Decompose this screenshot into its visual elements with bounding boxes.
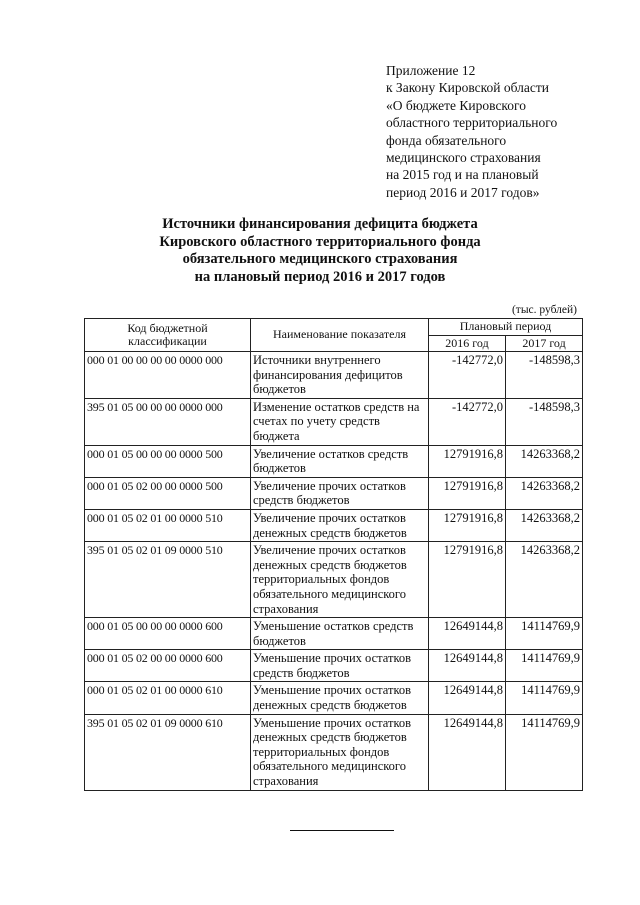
annex-line: Приложение 12: [386, 63, 476, 78]
header-year-2017: 2017 год: [506, 335, 583, 352]
table-row: [85, 542, 583, 618]
cell-code: 000 01 05 02 01 00 0000 610: [85, 682, 251, 714]
header-year-2016: 2016 год: [429, 335, 506, 352]
annex-reference: [386, 62, 626, 201]
cell-name: Изменение остатков средств на счетах по учету средств бюджета: [251, 398, 429, 445]
cell-2017: 14263368,2: [506, 542, 583, 618]
cell-name: Уменьшение прочих остатков денежных средств бюджетов территориальных фондов обязательного медицинского страхования: [251, 714, 429, 790]
header-name: Наименование показателя: [251, 319, 429, 352]
cell-2016: -142772,0: [429, 398, 506, 445]
table-row: [85, 618, 583, 650]
table-row: [85, 650, 583, 682]
cell-2016: 12649144,8: [429, 618, 506, 650]
annex-line: на 2015 год и на плановый: [386, 167, 539, 183]
table-row: [85, 352, 583, 399]
annex-line: «О бюджете Кировского: [386, 97, 527, 113]
footer-divider: [290, 830, 394, 831]
cell-code: 395 01 05 00 00 00 0000 000: [85, 398, 251, 445]
cell-name: Источники внутреннего финансирования дефицитов бюджетов: [251, 352, 429, 399]
cell-name: Увеличение прочих остатков средств бюджетов: [251, 477, 429, 509]
table-row: [85, 398, 583, 445]
cell-code: 395 01 05 02 01 09 0000 510: [85, 542, 251, 618]
cell-2016: -142772,0: [429, 352, 506, 399]
cell-2016: 12791916,8: [429, 509, 506, 541]
budget-sources-table: [84, 318, 583, 791]
title-line: Кировского областного территориального фонда: [159, 233, 481, 250]
table-row: [85, 714, 583, 790]
cell-code: 000 01 05 02 00 00 0000 600: [85, 650, 251, 682]
cell-code: 000 01 05 02 01 00 0000 510: [85, 509, 251, 541]
annex-line: фонда обязательного: [386, 132, 507, 148]
table-row: [85, 682, 583, 714]
cell-2016: 12791916,8: [429, 477, 506, 509]
cell-code: 000 01 05 00 00 00 0000 600: [85, 618, 251, 650]
annex-line: медицинского страхования: [386, 150, 541, 166]
cell-name: Увеличение остатков средств бюджетов: [251, 445, 429, 477]
cell-2016: 12791916,8: [429, 542, 506, 618]
title-line: обязательного медицинского страхования: [182, 251, 458, 267]
cell-2017: 14114769,9: [506, 682, 583, 714]
cell-2016: 12791916,8: [429, 445, 506, 477]
units-label: (тыс. рублей): [511, 304, 577, 316]
table-row: [85, 445, 583, 477]
cell-code: 000 01 00 00 00 00 0000 000: [85, 352, 251, 399]
cell-2017: 14114769,9: [506, 714, 583, 790]
header-planned-period: Плановый период: [429, 319, 583, 336]
cell-2017: 14114769,9: [506, 618, 583, 650]
cell-2017: -148598,3: [506, 352, 583, 399]
cell-name: Уменьшение прочих остатков средств бюджетов: [251, 650, 429, 682]
cell-2017: -148598,3: [506, 398, 583, 445]
cell-2016: 12649144,8: [429, 650, 506, 682]
cell-2017: 14263368,2: [506, 477, 583, 509]
cell-2017: 14263368,2: [506, 509, 583, 541]
title-line: на плановый период 2016 и 2017 годов: [194, 268, 446, 285]
cell-name: Увеличение прочих остатков денежных средств бюджетов: [251, 509, 429, 541]
document-title: [90, 216, 550, 286]
annex-line: к Закону Кировской области: [386, 80, 550, 96]
cell-name: Уменьшение остатков средств бюджетов: [251, 618, 429, 650]
annex-line: областного территориального: [386, 115, 558, 131]
title-line: Источники финансирования дефицита бюджета: [162, 216, 478, 232]
header-code: Код бюджетной классификации: [85, 319, 251, 352]
cell-2016: 12649144,8: [429, 714, 506, 790]
cell-name: Уменьшение прочих остатков денежных средств бюджетов: [251, 682, 429, 714]
cell-2016: 12649144,8: [429, 682, 506, 714]
cell-code: 395 01 05 02 01 09 0000 610: [85, 714, 251, 790]
cell-code: 000 01 05 00 00 00 0000 500: [85, 445, 251, 477]
annex-line: период 2016 и 2017 годов»: [386, 184, 540, 200]
table-row: [85, 477, 583, 509]
cell-code: 000 01 05 02 00 00 0000 500: [85, 477, 251, 509]
table-row: [85, 509, 583, 541]
cell-2017: 14263368,2: [506, 445, 583, 477]
cell-2017: 14114769,9: [506, 650, 583, 682]
cell-name: Увеличение прочих остатков денежных средств бюджетов территориальных фондов обязательного медицинского страхования: [251, 542, 429, 618]
